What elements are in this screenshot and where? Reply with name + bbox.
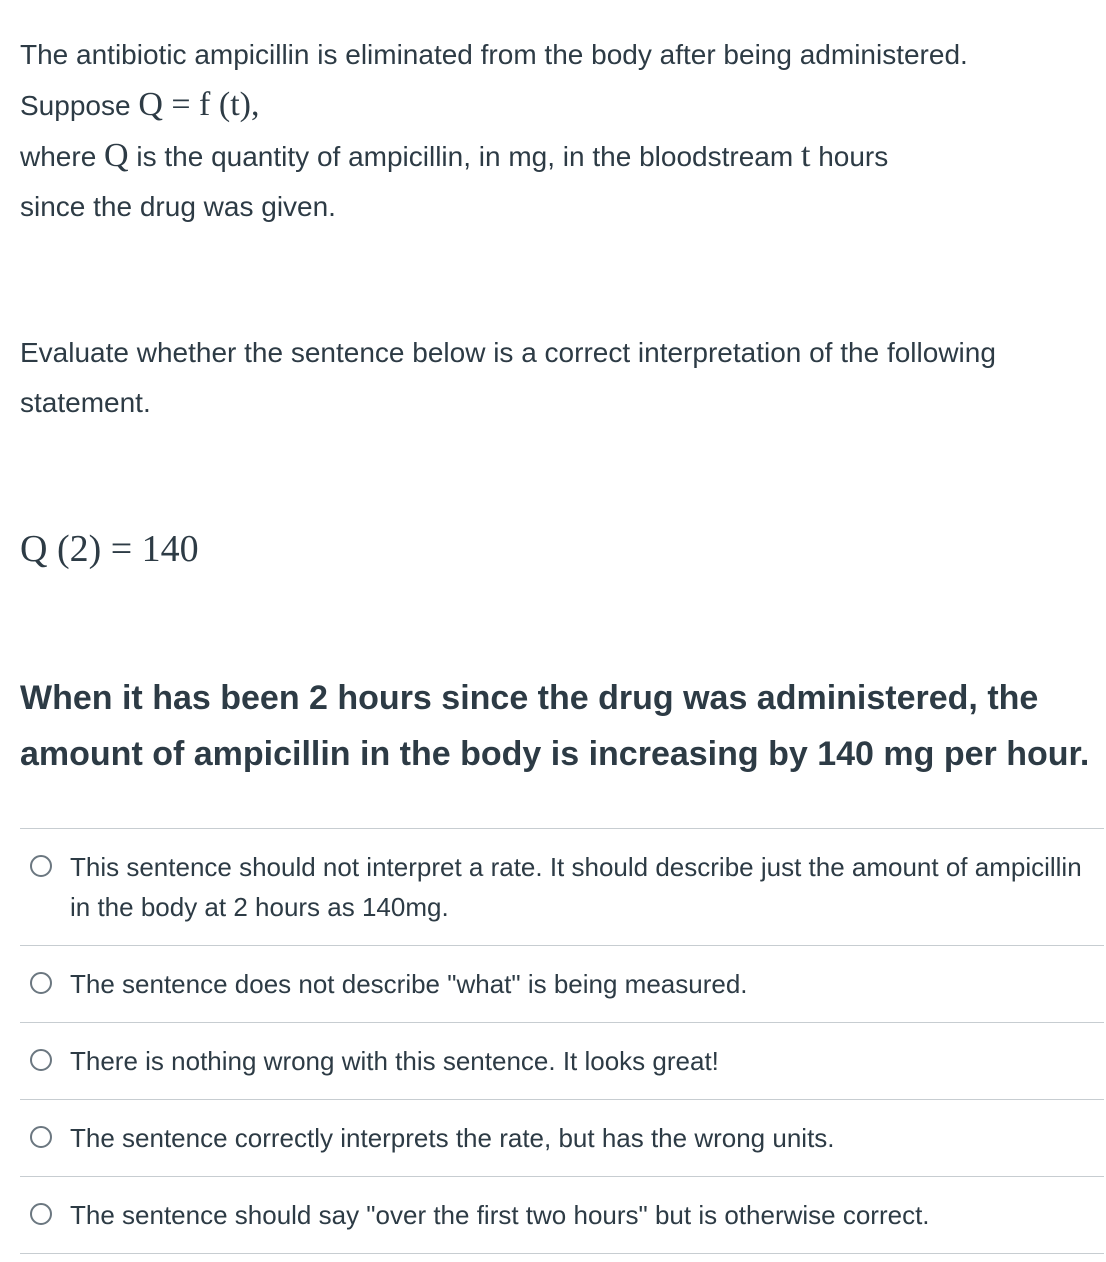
suppose-word: Suppose xyxy=(20,90,131,121)
intro-line-1 xyxy=(20,30,1104,80)
intro-line-3 xyxy=(20,131,1104,182)
answer-label: The sentence correctly interprets the rate, but has the wrong units. xyxy=(70,1123,835,1153)
answer-option-2[interactable] xyxy=(20,946,1104,1023)
answer-list xyxy=(20,828,1104,1254)
answer-label: The sentence should say "over the first two hours" but is otherwise correct. xyxy=(70,1200,930,1230)
radio-button[interactable] xyxy=(30,1203,52,1225)
answer-label: The sentence does not describe "what" is being measured. xyxy=(70,969,748,999)
answer-option-3[interactable] xyxy=(20,1023,1104,1100)
answer-option-4[interactable] xyxy=(20,1100,1104,1177)
instruction-text: Evaluate whether the sentence below is a correct interpretation of the following statement. xyxy=(20,337,996,418)
radio-button[interactable] xyxy=(30,1049,52,1071)
intro-line-2 xyxy=(20,80,1104,131)
hours-word: hours xyxy=(818,141,889,172)
given-equation: Q (2) = 140 xyxy=(20,528,199,570)
answer-option-5[interactable] xyxy=(20,1177,1104,1254)
question-content xyxy=(20,30,1104,782)
t-symbol: t xyxy=(800,137,811,174)
answer-label: This sentence should not interpret a rate. It should describe just the amount of ampicillin in the body at 2 hours as 140mg. xyxy=(70,852,1082,922)
radio-button[interactable] xyxy=(30,972,52,994)
radio-button[interactable] xyxy=(30,855,52,877)
radio-button[interactable] xyxy=(30,1126,52,1148)
intro-end-text: since the drug was given. xyxy=(20,191,336,222)
where-description: is the quantity of ampicillin, in mg, in the bloodstream xyxy=(136,141,794,172)
answer-label: There is nothing wrong with this sentence. It looks great! xyxy=(70,1046,719,1076)
where-word: where xyxy=(20,141,97,172)
intro-text: The antibiotic ampicillin is eliminated from the body after being administered. xyxy=(20,39,968,70)
function-equation: Q = f (t), xyxy=(138,86,260,123)
q-symbol: Q xyxy=(104,137,129,174)
answer-option-1[interactable] xyxy=(20,829,1104,946)
intro-line-4 xyxy=(20,182,1104,232)
statement-text: When it has been 2 hours since the drug was administered, the amount of ampicillin in the body is increasing by 140 mg per hour. xyxy=(20,679,1090,773)
